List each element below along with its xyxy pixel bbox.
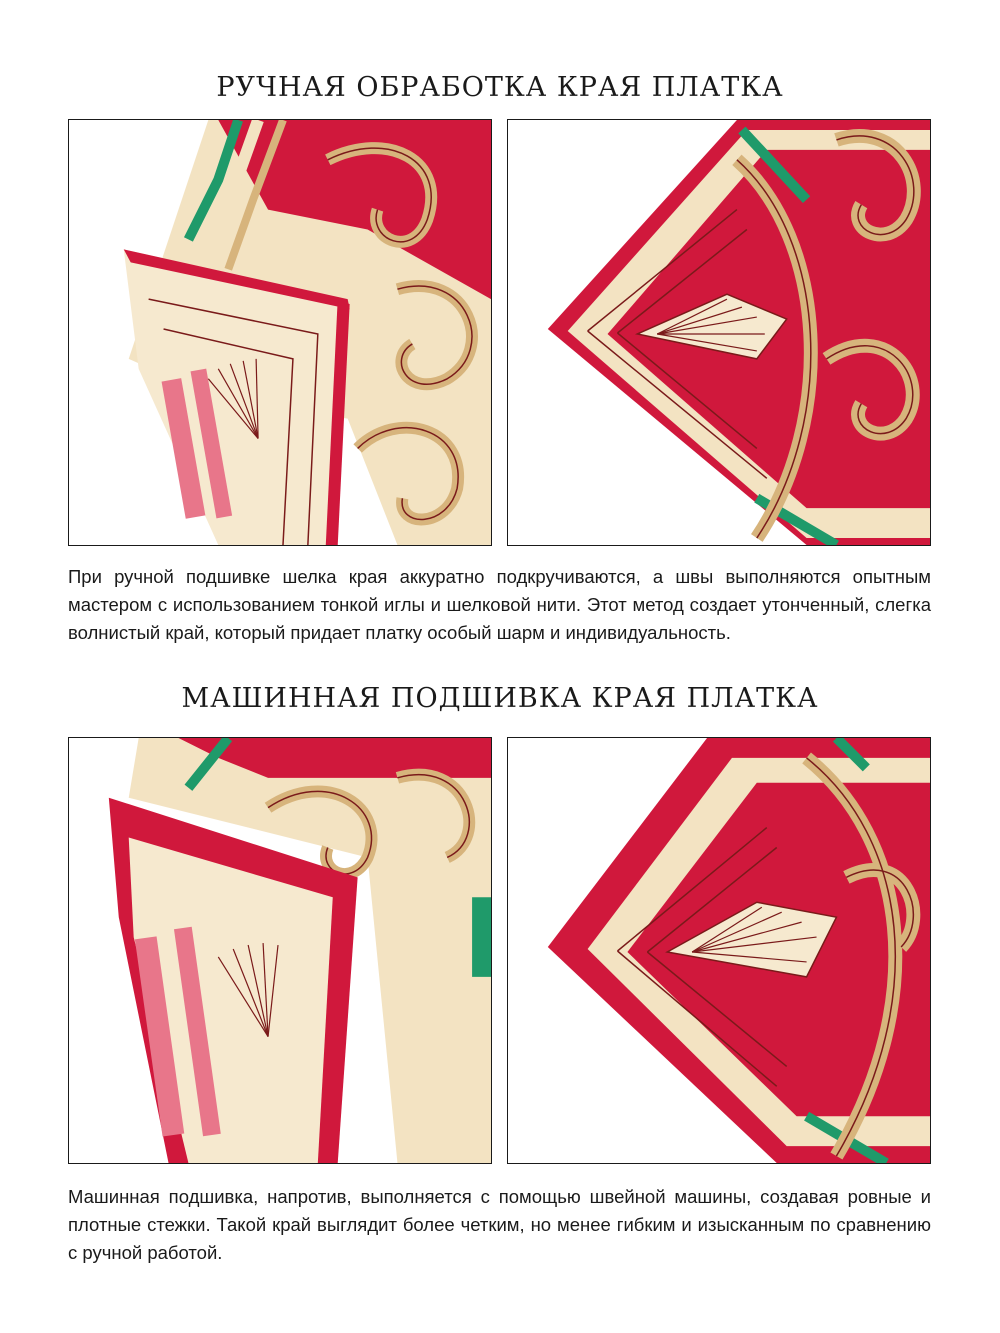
machine-hem-description: Машинная подшивка, напротив, выполняется с помощью швейной машины, создавая ровные и плотные стежки. Такой край выглядит более четким, но менее гибким и изысканным по сравнению с ручной работой. [68, 1186, 931, 1263]
hand-hem-photo-flat-corner [507, 119, 931, 546]
hand-hem-description: При ручной подшивке шелка края аккуратно подкручиваются, а швы выполняются опытным мастером с использованием тонкой иглы и шелковой нити. Этот метод создает утонченный, слегка волнистый край, который придает платку особый шарм и индивидуальность. [68, 566, 931, 643]
machine-hem-title: МАШИННАЯ ПОДШИВКА КРАЯ ПЛАТКА [181, 683, 819, 714]
machine-hem-photo-folded-corner [68, 737, 492, 1164]
hand-hem-title: РУЧНАЯ ОБРАБОТКА КРАЯ ПЛАТКА [216, 72, 784, 103]
machine-hem-photo-flat-corner [507, 737, 931, 1164]
hand-hem-photo-folded-corner [68, 119, 492, 546]
